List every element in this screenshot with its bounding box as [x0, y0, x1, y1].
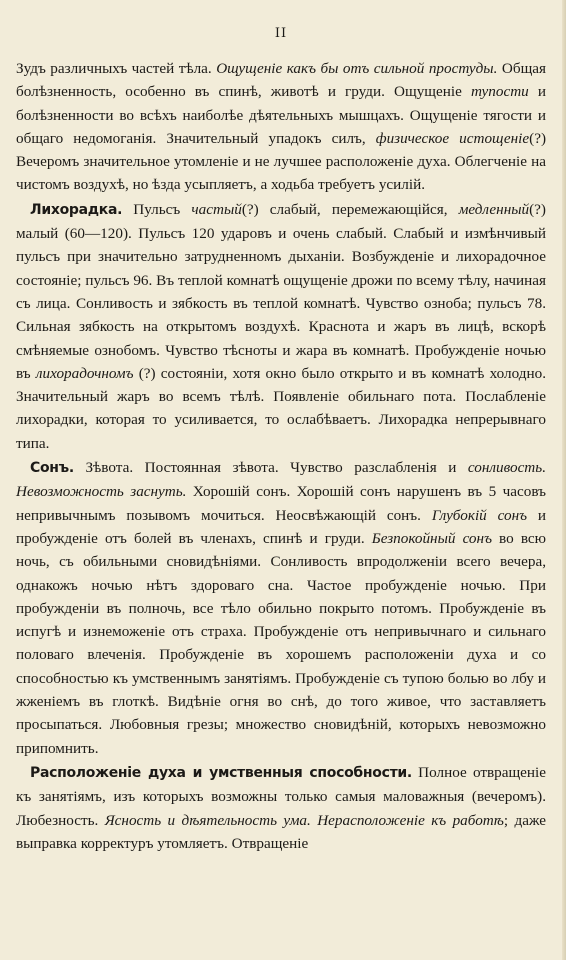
italic-run: лихорадочномъ — [35, 364, 134, 382]
section-heading: Расположеніе духа и умственныя способности. — [30, 764, 412, 781]
italic-run: Глубокій сонъ — [431, 506, 527, 524]
paragraph-mood-and-mind — [16, 761, 546, 855]
italic-run: Безпокойный сонъ — [371, 529, 492, 547]
italic-run: тупости — [470, 83, 529, 101]
text-run: (?) малый (60—120). Пульсъ 120 ударовъ и очень слабый. Слабый и измѣнчивый пульсъ при значительно затрудненномъ дыханіи. Возбужденіе и лихорадочное состояніе; пульсъ 96. Въ теплой комнатѣ ощущеніе дрожи по всему тѣлу, начиная съ лица. Сонливость и зябкость въ теплой комнатѣ. Чувство озноба; пульсъ 78. Сильная зябкость на открытомъ воздухѣ. Краснота и жаръ въ лицѣ, вскорѣ смѣняемые ознобомъ. Чувство тѣсноты и жара въ комнатѣ. Пробужденіе ночью въ — [16, 200, 546, 382]
section-heading: Сонъ. — [30, 460, 74, 477]
paragraph-sleep — [16, 456, 546, 760]
italic-run: медленный — [458, 200, 530, 218]
italic-run: Ощущеніе какъ бы отъ сильной простуды. — [216, 60, 498, 77]
italic-run: физическое истощеніе — [375, 129, 530, 147]
text-run: (?) Вечеромъ значительное утомленіе и не лучшее расположеніе духа. Облегченіе на чистомъ воздухѣ, но ѣзда усыпляетъ, а ходьба требуетъ усилій. — [16, 129, 546, 194]
text-run: (?) состояніи, хотя окно было открыто и въ комнатѣ холодно. Значительный жаръ во всемъ тѣлѣ. Появленіе обильнаго пота. Послабленіе лихорадки, которая то усиливается, то ослабѣваетъ. Лихорадка непрерывнаго типа. — [16, 364, 546, 452]
text-run: Зѣвота. Постоянная зѣвота. Чувство разслабленія и — [73, 459, 468, 477]
italic-run: сонливость. Невозможность заснуть. — [16, 459, 546, 501]
italic-run: Ясность и дѣятельность ума. Нерасположеніе къ работѣ — [104, 811, 504, 829]
text-run: Зудъ различныхъ частей тѣла. — [16, 60, 217, 77]
text-run: Хорошій сонъ. Хорошій сонъ нарушенъ въ 5 часовъ непривычнымъ позывомъ мочиться. Неосвѣжающій сонъ. — [16, 483, 546, 524]
italic-run: частый — [191, 200, 242, 218]
text-run: (?) слабый, перемежающійся, — [241, 200, 459, 218]
text-block — [16, 57, 546, 855]
text-run: Общая болѣзненность, особенно въ спинѣ, животѣ и груди. Ощущеніе — [16, 60, 546, 101]
paragraph-itching-and-general — [16, 57, 546, 197]
text-run: Пульсъ — [122, 200, 192, 218]
text-run: и пробужденіе отъ болей въ членахъ, спинѣ и груди. — [16, 506, 546, 547]
text-run: во всю ночь, съ обильными сновидѣніями. Сонливость впродолженіи всего вечера, однакожъ ночью нѣтъ здороваго сна. Частое пробужденіе ночью. При пробужденіи въ полночь, все тѣло обильно покрыто потомъ. Пробужденіе въ испугѣ и изнеможеніе отъ страха. Пробужденіе отъ непривычнаго и сильнаго половаго влеченія. Пробужденіе въ хорошемъ расположеніи духа и со способностью къ умственнымъ занятіямъ. Пробужденіе съ тупою болью во лбу и жженіемъ въ глоткѣ. Видѣніе огня во снѣ, до того живое, что заставляетъ просыпаться. Любовныя грезы; множество сновидѣній, которыхъ невозможно припомнить. — [16, 529, 546, 757]
text-run: Полное отвращеніе къ занятіямъ, изъ которыхъ возможны только самыя маловажныя (вечеромъ). Любезность. — [16, 763, 547, 829]
page-number: II — [274, 26, 288, 41]
paragraph-fever — [16, 198, 546, 455]
section-heading: Лихорадка. — [30, 201, 123, 218]
text-run: ; даже выправка корректуръ утомляетъ. Отвращеніе — [16, 811, 546, 852]
text-run: и болѣзненности во всѣхъ наиболѣе дѣятельныхъ мышцахъ. Ощущеніе тягости и общаго недомоганія. Значительный упадокъ силъ, — [16, 83, 546, 147]
page-edge-shadow — [562, 0, 566, 960]
